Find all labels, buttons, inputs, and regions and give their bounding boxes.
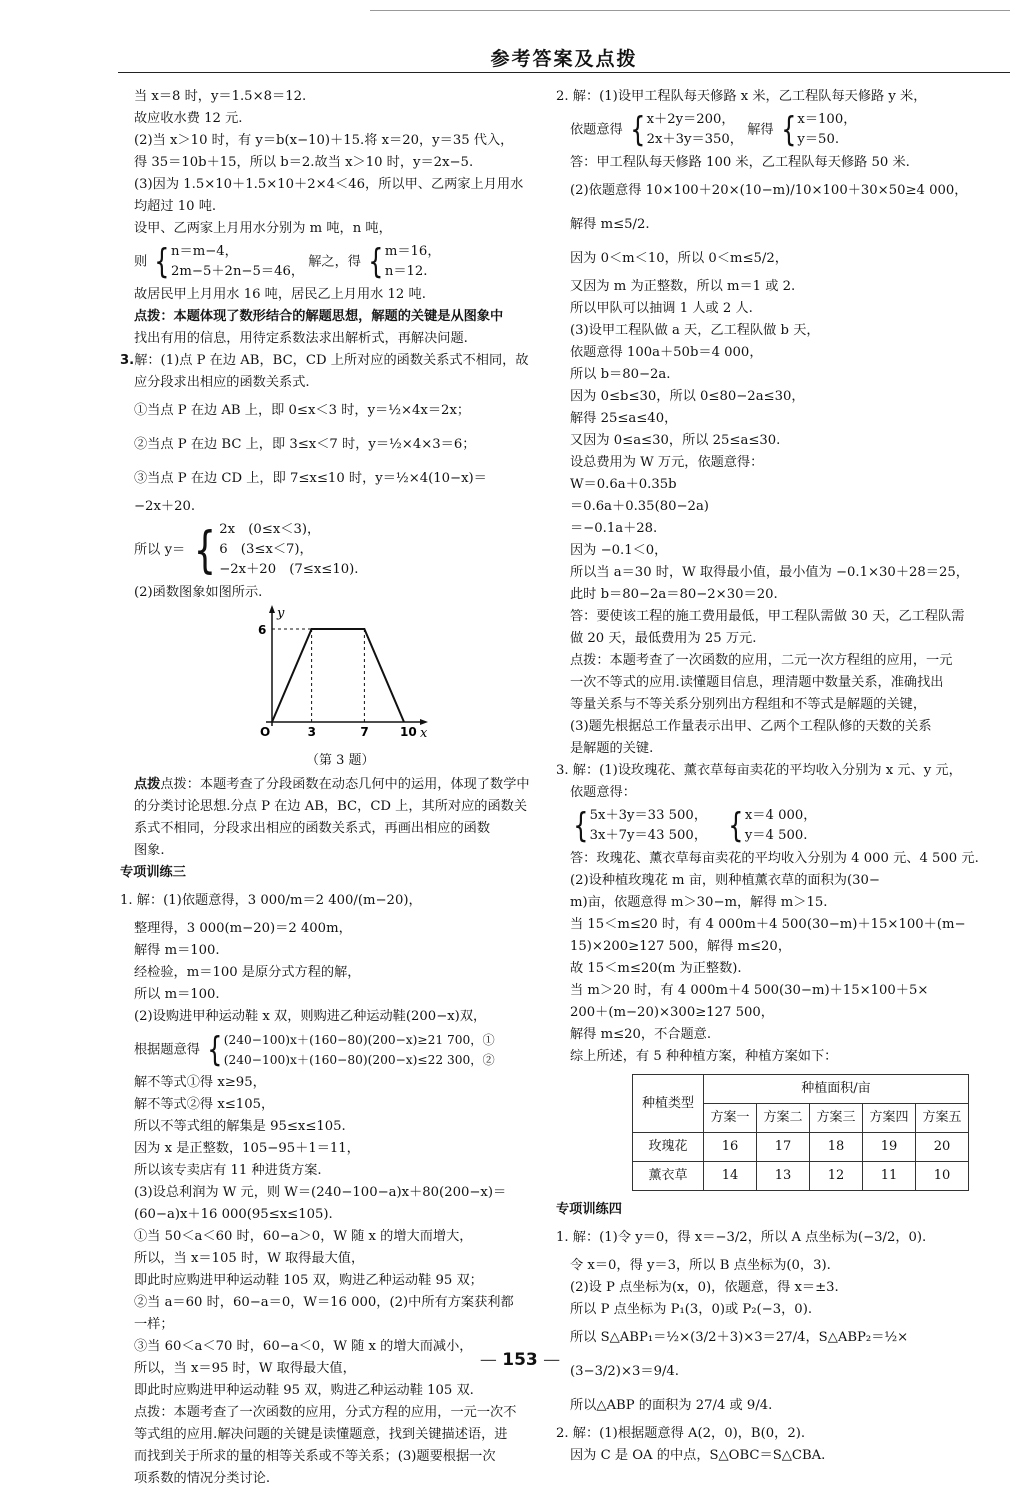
solution-lines xyxy=(570,848,1002,1068)
case-line: ③当点 P 在边 CD 上，即 7≤x≤10 时，y＝½×4(10−x)＝ xyxy=(134,471,487,486)
text-line: 所以 m＝100. xyxy=(134,987,220,1002)
text-line: 解得 m≤5/2. xyxy=(570,217,650,232)
y-tick-label: 6 xyxy=(258,623,267,637)
text-line: 即此时应购进甲种运动鞋 95 双，购进乙种运动鞋 105 双. xyxy=(134,1383,474,1398)
text-line: (3)设总利润为 W 元，则 W＝(240−100−a)x＋80(200−x)＝ xyxy=(134,1185,507,1200)
table-group-header: 种植面积/亩 xyxy=(704,1075,969,1104)
text-line: 故居民甲上月用水 16 吨，居民乙上月用水 12 吨. xyxy=(134,287,426,302)
x-axis-arrow xyxy=(420,719,428,725)
text-line: (3)因为 1.5×10＋1.5×10＋2×4＜46，所以甲、乙两家上月用水 xyxy=(134,177,524,192)
text-line: 当 x＝8 时，y＝1.5×8＝12. xyxy=(134,89,307,104)
question-3: 3.解：(1)点 P 在边 AB，BC，CD 上所对应的函数关系式不相同，故 xyxy=(120,353,529,368)
table-cell: 18 xyxy=(810,1133,863,1162)
text-line: 令 x＝0，得 y＝3，所以 B 点坐标为(0，3). xyxy=(570,1258,831,1273)
text-line: 所以△ABP 的面积为 27/4 或 9/4. xyxy=(570,1398,773,1413)
text-line: 均超过 10 吨. xyxy=(134,199,217,214)
text-line: (2)设购进甲种运动鞋 x 双，则购进乙种运动鞋(200−x)双， xyxy=(134,1009,487,1024)
table-cell: 20 xyxy=(916,1133,969,1162)
table-row xyxy=(633,1075,969,1104)
inequality-system: 根据题意得 { (240−100)x＋(160−80)(200−x)≥21 700，① (240−100)x＋(160−80)(200−x)≤22 300，② xyxy=(134,1030,495,1070)
text-line: 等式组的应用.解决问题的关键是读懂题意，找到关键描述语，进 xyxy=(134,1427,508,1442)
text-line: 依题意得： xyxy=(570,785,636,800)
text-line: 系式不相同，分段求出相应的函数关系式，再画出相应的函数 xyxy=(134,821,491,836)
text-line: 所以 S△ABP₁＝½×(3/2＋3)×3＝27/4，S△ABP₂＝½× xyxy=(570,1330,909,1345)
table-row xyxy=(633,1162,969,1191)
text-line: (2)当 x＞10 时，有 y＝b(x−10)＋15.将 x＝20，y＝35 代入， xyxy=(134,133,514,148)
page-number: — 153 — xyxy=(479,1350,561,1370)
top-rule xyxy=(370,10,1010,11)
text-line: 点拨：本题考查了一次函数的应用，分式方程的应用，一元一次不 xyxy=(134,1405,517,1420)
text-line: 此时 b＝80−2a＝80−2×30＝20. xyxy=(570,587,778,602)
solution-lines xyxy=(570,276,1002,760)
question-2: 2. 解：(1)设甲工程队每天修路 x 米，乙工程队每天修路 y 米， xyxy=(556,89,927,104)
text-line: 答：玫瑰花、薰衣草每亩卖花的平均收入分别为 4 000 元、4 500 元. xyxy=(570,851,979,866)
table-row-label: 薰衣草 xyxy=(633,1162,704,1191)
text-line: 所以 b＝80−2a. xyxy=(570,367,671,382)
text-line: 所以甲队可以抽调 1 人或 2 人. xyxy=(570,301,753,316)
table-col-header: 方案一 xyxy=(704,1104,757,1133)
text-line: 当 15＜m≤20 时，有 4 000m＋4 500(30−m)＋15×100＋(m− xyxy=(570,917,966,932)
table-row xyxy=(633,1133,969,1162)
text-line: 一样； xyxy=(134,1317,174,1332)
text-line: 即此时应购进甲种运动鞋 105 双，购进乙种运动鞋 95 双； xyxy=(134,1273,483,1288)
text-line: (2)设种植玫瑰花 m 亩，则种植薰衣草的面积为(30− xyxy=(570,873,880,888)
text-line: 一次不等式的应用.读懂题目信息，理清题中数量关系，准确找出 xyxy=(570,675,944,690)
case-line: ②当点 P 在边 BC 上，即 3≤x＜7 时，y＝½×4×3＝6； xyxy=(134,437,476,452)
text-line: 综上所述，有 5 种种植方案，种植方案如下： xyxy=(570,1049,838,1064)
text-line: ②当 a＝60 时，60−a＝0，W＝16 000，(2)中所有方案获利都 xyxy=(134,1295,514,1310)
text-line: 点拨：本题考查了一次函数的应用，二元一次方程组的应用，一元 xyxy=(570,653,953,668)
question-3: 3. 解：(1)设玫瑰花、薰衣草每亩卖花的平均收入分别为 x 元、y 元， xyxy=(556,763,962,778)
series-line xyxy=(272,629,404,722)
text-line: 当 m＞20 时，有 4 000m＋4 500(30−m)＋15×100＋5× xyxy=(570,983,929,998)
table-cell: 17 xyxy=(757,1133,810,1162)
tip-line: 点拨点拨：本题考查了分段函数在动态几何中的运用，体现了数学中 xyxy=(134,777,530,792)
text-line: 图象. xyxy=(134,843,165,858)
equation-system: { 5x＋3y＝33 500， 3x＋7y＝43 500， { x＝4 000， y＝4 500. xyxy=(573,806,817,846)
section-title: 专项训练四 xyxy=(556,1202,622,1217)
text-line: 得 35＝10b＋15，所以 b＝2.故当 x＞10 时，y＝2x−5. xyxy=(134,155,474,170)
text-line: 所以，当 x＝105 时，W 取得最大值， xyxy=(134,1251,365,1266)
text-line: 15)×200≥127 500，解得 m≤20， xyxy=(570,939,792,954)
text-line: 解不等式②得 x≤105， xyxy=(134,1097,275,1112)
text-line: (3)设甲工程队做 a 天，乙工程队做 b 天， xyxy=(570,323,820,338)
case-line: ①当点 P 在边 AB 上，即 0≤x＜3 时，y＝½×4x＝2x； xyxy=(134,403,471,418)
text-line: 又因为 0≤a≤30，所以 25≤a≤30. xyxy=(570,433,781,448)
function-graph-svg xyxy=(134,604,554,750)
text-line: (2)设 P 点坐标为(x，0)，依题意，得 x＝±3. xyxy=(570,1280,839,1295)
text-line: 所以 P 点坐标为 P₁(3，0)或 P₂(−3，0). xyxy=(570,1302,813,1317)
text-line: 又因为 m 为正整数，所以 m＝1 或 2. xyxy=(570,279,796,294)
x-tick-label: O xyxy=(260,725,271,739)
text-line: 整理得，3 000(m−20)＝2 400m， xyxy=(134,921,352,936)
text-line: 设甲、乙两家上月用水分别为 m 吨，n 吨， xyxy=(134,221,392,236)
text-line: ＝0.6a＋0.35(80−2a) xyxy=(570,499,709,514)
section-title: 专项训练三 xyxy=(120,865,186,880)
text-line: 经检验，m＝100 是原分式方程的解， xyxy=(134,965,361,980)
text-line: 等量关系与不等关系分别列出方程组和不等式是解题的关键， xyxy=(570,697,927,712)
text-line: 的分类讨论思想.分点 P 在边 AB，BC，CD 上，其所对应的函数关 xyxy=(134,799,528,814)
table-cell: 11 xyxy=(863,1162,916,1191)
text-line: 而找到关于所求的量的相等关系或不等关系；(3)题要根据一次 xyxy=(134,1449,496,1464)
text-line: 所以该专卖店有 11 种进货方案. xyxy=(134,1163,322,1178)
text-line: (3)题先根据总工作量表示出甲、乙两个工程队修的天数的关系 xyxy=(570,719,932,734)
table-col-header: 方案四 xyxy=(863,1104,916,1133)
text-line: (2)函数图象如图所示. xyxy=(134,585,263,600)
function-graph xyxy=(134,604,554,774)
page-header: 参考答案及点拨 xyxy=(490,48,638,70)
text-line: ①当 50＜a＜60 时，60−a＞0，W 随 x 的增大而增大， xyxy=(134,1229,473,1244)
header-rule xyxy=(118,72,1010,73)
text-line: 答：要使该工程的施工费用最低，甲工程队需做 30 天，乙工程队需 xyxy=(570,609,965,624)
text-line: 因为 x 是正整数，105−95＋1＝11， xyxy=(134,1141,360,1156)
text-line: ③当 60＜a＜70 时，60−a＜0，W 随 x 的增大而减小， xyxy=(134,1339,473,1354)
text-line: W＝0.6a＋0.35b xyxy=(570,477,677,492)
table-cell: 14 xyxy=(704,1162,757,1191)
question-1: 1. 解：(1)令 y＝0，得 x＝−3/2，所以 A 点坐标为(−3/2，0). xyxy=(556,1230,927,1245)
text-line: 解得 m＝100. xyxy=(134,943,220,958)
table-col-header: 方案二 xyxy=(757,1104,810,1133)
figure-caption: （第 3 题） xyxy=(306,753,375,768)
question-1: 1. 解：(1)依题意得，3 000/m＝2 400/(m−20)， xyxy=(120,893,422,908)
text-line: (3−3/2)×3＝9/4. xyxy=(570,1364,679,1379)
text-line: 所以，当 x＝95 时，W 取得最大值， xyxy=(134,1361,356,1376)
x-tick-label: 10 xyxy=(400,725,417,739)
text-line: 因为 −0.1＜0， xyxy=(570,543,668,558)
text-line: 故应收水费 12 元. xyxy=(134,111,243,126)
table-cell: 19 xyxy=(863,1133,916,1162)
text-line: 解不等式①得 x≥95， xyxy=(134,1075,266,1090)
solution-lines xyxy=(134,1072,554,1490)
x-axis-label: x xyxy=(420,726,428,741)
text-line: m)亩，依题意得 m＞30−m，解得 m＞15. xyxy=(570,895,828,910)
table-corner: 种植类型 xyxy=(633,1075,704,1133)
text-line: 找出有用的信息，用待定系数法求出解析式，再解决问题. xyxy=(134,331,468,346)
answer-line: 答：甲工程队每天修路 100 米，乙工程队每天修路 50 米. xyxy=(570,155,910,170)
table-cell: 16 xyxy=(704,1133,757,1162)
text-line: 解得 m≤20，不合题意. xyxy=(570,1027,712,1042)
text-line: (60−a)x＋16 000(95≤x≤105). xyxy=(134,1207,333,1222)
text-line: 故 15＜m≤20(m 为正整数). xyxy=(570,961,742,976)
text-line: 因为 0≤b≤30，所以 0≤80−2a≤30， xyxy=(570,389,805,404)
question-2: 2. 解：(1)根据题意得 A(2，0)，B(0，2). xyxy=(556,1426,806,1441)
x-tick-label: 7 xyxy=(360,725,369,739)
table-cell: 10 xyxy=(916,1162,969,1191)
table-cell: 13 xyxy=(757,1162,810,1191)
text-line: 因为 0＜m＜10，所以 0＜m≤5/2， xyxy=(570,251,788,266)
text-line: (2)依题意得 10×100＋20×(10−m)/10×100＋30×50≥4 000， xyxy=(570,183,968,198)
table-row-label: 玫瑰花 xyxy=(633,1133,704,1162)
text-line: 是解题的关键. xyxy=(570,741,654,756)
right-column xyxy=(556,86,1002,1467)
table-col-header: 方案五 xyxy=(916,1104,969,1133)
x-tick-label: 3 xyxy=(307,725,316,739)
text-line: 所以当 a＝30 时，W 取得最小值，最小值为 −0.1×30＋28＝25， xyxy=(570,565,969,580)
text-line: 依题意得 100a＋50b＝4 000， xyxy=(570,345,763,360)
table-col-header: 方案三 xyxy=(810,1104,863,1133)
y-axis-label: y xyxy=(277,606,285,621)
text-line: 设总费用为 W 万元，依题意得： xyxy=(570,455,764,470)
left-column xyxy=(120,86,554,1490)
equation-system: 依题意得 { x＋2y＝200， 2x＋3y＝350， 解得 { x＝100， y＝50. xyxy=(570,110,857,150)
text-line: ＝−0.1a＋28. xyxy=(570,521,658,536)
text-line: 项系数的情况分类讨论. xyxy=(134,1471,271,1486)
text-line: 做 20 天，最低费用为 25 万元. xyxy=(570,631,757,646)
text-line: 200＋(m−20)×300≥127 500， xyxy=(570,1005,774,1020)
text-line: 因为 C 是 OA 的中点，S△OBC＝S△CBA. xyxy=(570,1448,826,1463)
tip-line: 点拨：本题体现了数形结合的解题思想，解题的关键是从图象中 xyxy=(134,309,504,324)
equation-system: 则 { n＝m−4， 2m−5＋2n−5＝46， 解之，得 { m＝16， n＝12. xyxy=(134,242,441,282)
case-line: −2x＋20. xyxy=(134,499,196,514)
y-axis-arrow xyxy=(269,605,275,613)
piecewise-function: 所以 y＝ { 2x (0≤x＜3)， 6 (3≤x＜7)， −2x＋20 (7≤x≤10). xyxy=(134,521,359,579)
text-line: 所以不等式组的解集是 95≤x≤105. xyxy=(134,1119,346,1134)
planting-plan-table xyxy=(632,1074,969,1191)
table-cell: 12 xyxy=(810,1162,863,1191)
text-line: 解得 25≤a≤40， xyxy=(570,411,678,426)
text-line: 应分段求出相应的函数关系式. xyxy=(134,375,310,390)
